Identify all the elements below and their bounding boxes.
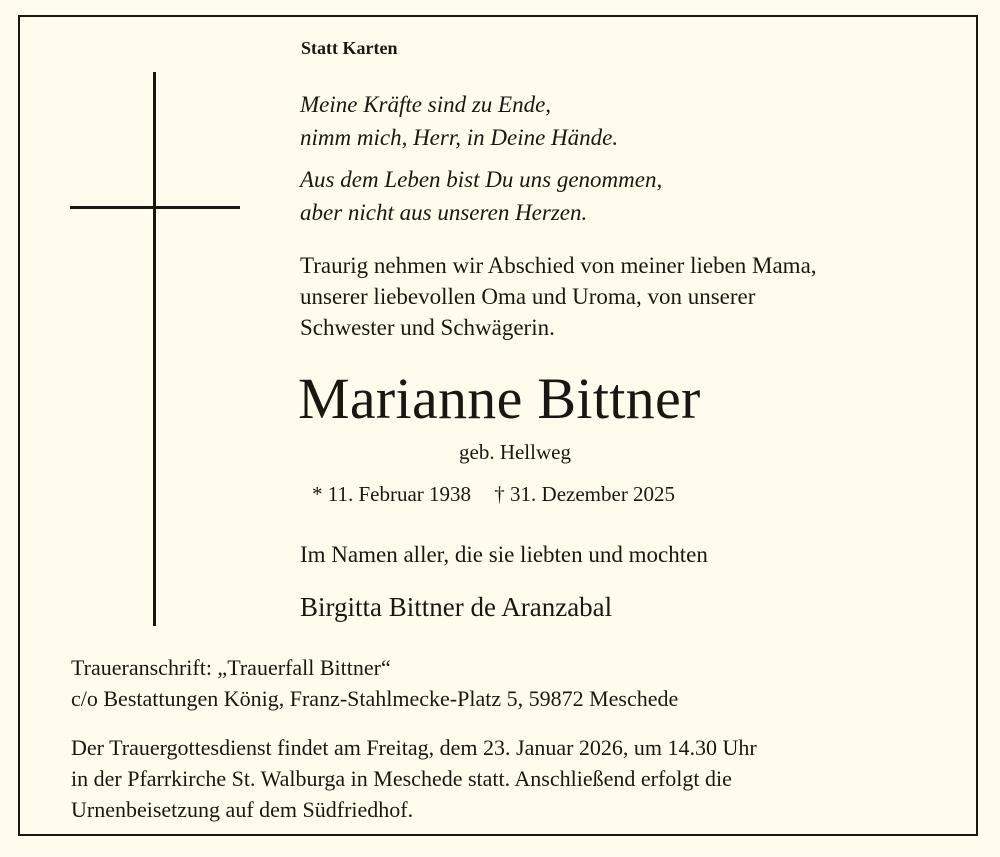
cross-horizontal-bar (70, 206, 240, 209)
notice-header: Statt Karten (301, 38, 398, 58)
deceased-name: Marianne Bittner (298, 366, 701, 431)
closing-line: Im Namen aller, die sie liebten und mochten (300, 542, 708, 567)
birth-name: geb. Hellweg (459, 440, 571, 464)
verse-line: aber nicht aus unseren Herzen. (300, 200, 588, 225)
death-date: † 31. Dezember 2025 (494, 482, 676, 506)
birth-date: * 11. Februar 1938 (312, 482, 472, 506)
mourner-signature: Birgitta Bittner de Aranzabal (300, 592, 613, 622)
intro-line: Schwester und Schwägerin. (300, 315, 555, 340)
life-dates (312, 482, 675, 507)
verse-line: Aus dem Leben bist Du uns genommen, (300, 167, 663, 192)
address-line: Traueranschrift: „Trauerfall Bittner“ (71, 655, 391, 680)
service-line: in der Pfarrkirche St. Walburga in Meschede statt. Anschließend erfolgt die (71, 766, 732, 791)
service-information (71, 732, 757, 825)
intro-text (300, 250, 817, 343)
cross-vertical-bar (153, 72, 156, 626)
verse-line: nimm mich, Herr, in Deine Hände. (300, 125, 619, 150)
address-line: c/o Bestattungen König, Franz-Stahlmecke-Platz 5, 59872 Meschede (71, 686, 679, 711)
intro-line: Traurig nehmen wir Abschied von meiner lieben Mama, (300, 253, 817, 278)
service-line: Urnenbeisetzung auf dem Südfriedhof. (71, 797, 414, 822)
mourning-address (71, 652, 678, 714)
verse-line: Meine Kräfte sind zu Ende, (300, 92, 552, 117)
verse-stanza-1 (300, 88, 618, 154)
intro-line: unserer liebevollen Oma und Uroma, von unserer (300, 284, 756, 309)
service-line: Der Trauergottesdienst findet am Freitag, dem 23. Januar 2026, um 14.30 Uhr (71, 735, 757, 760)
verse-stanza-2 (300, 163, 662, 229)
